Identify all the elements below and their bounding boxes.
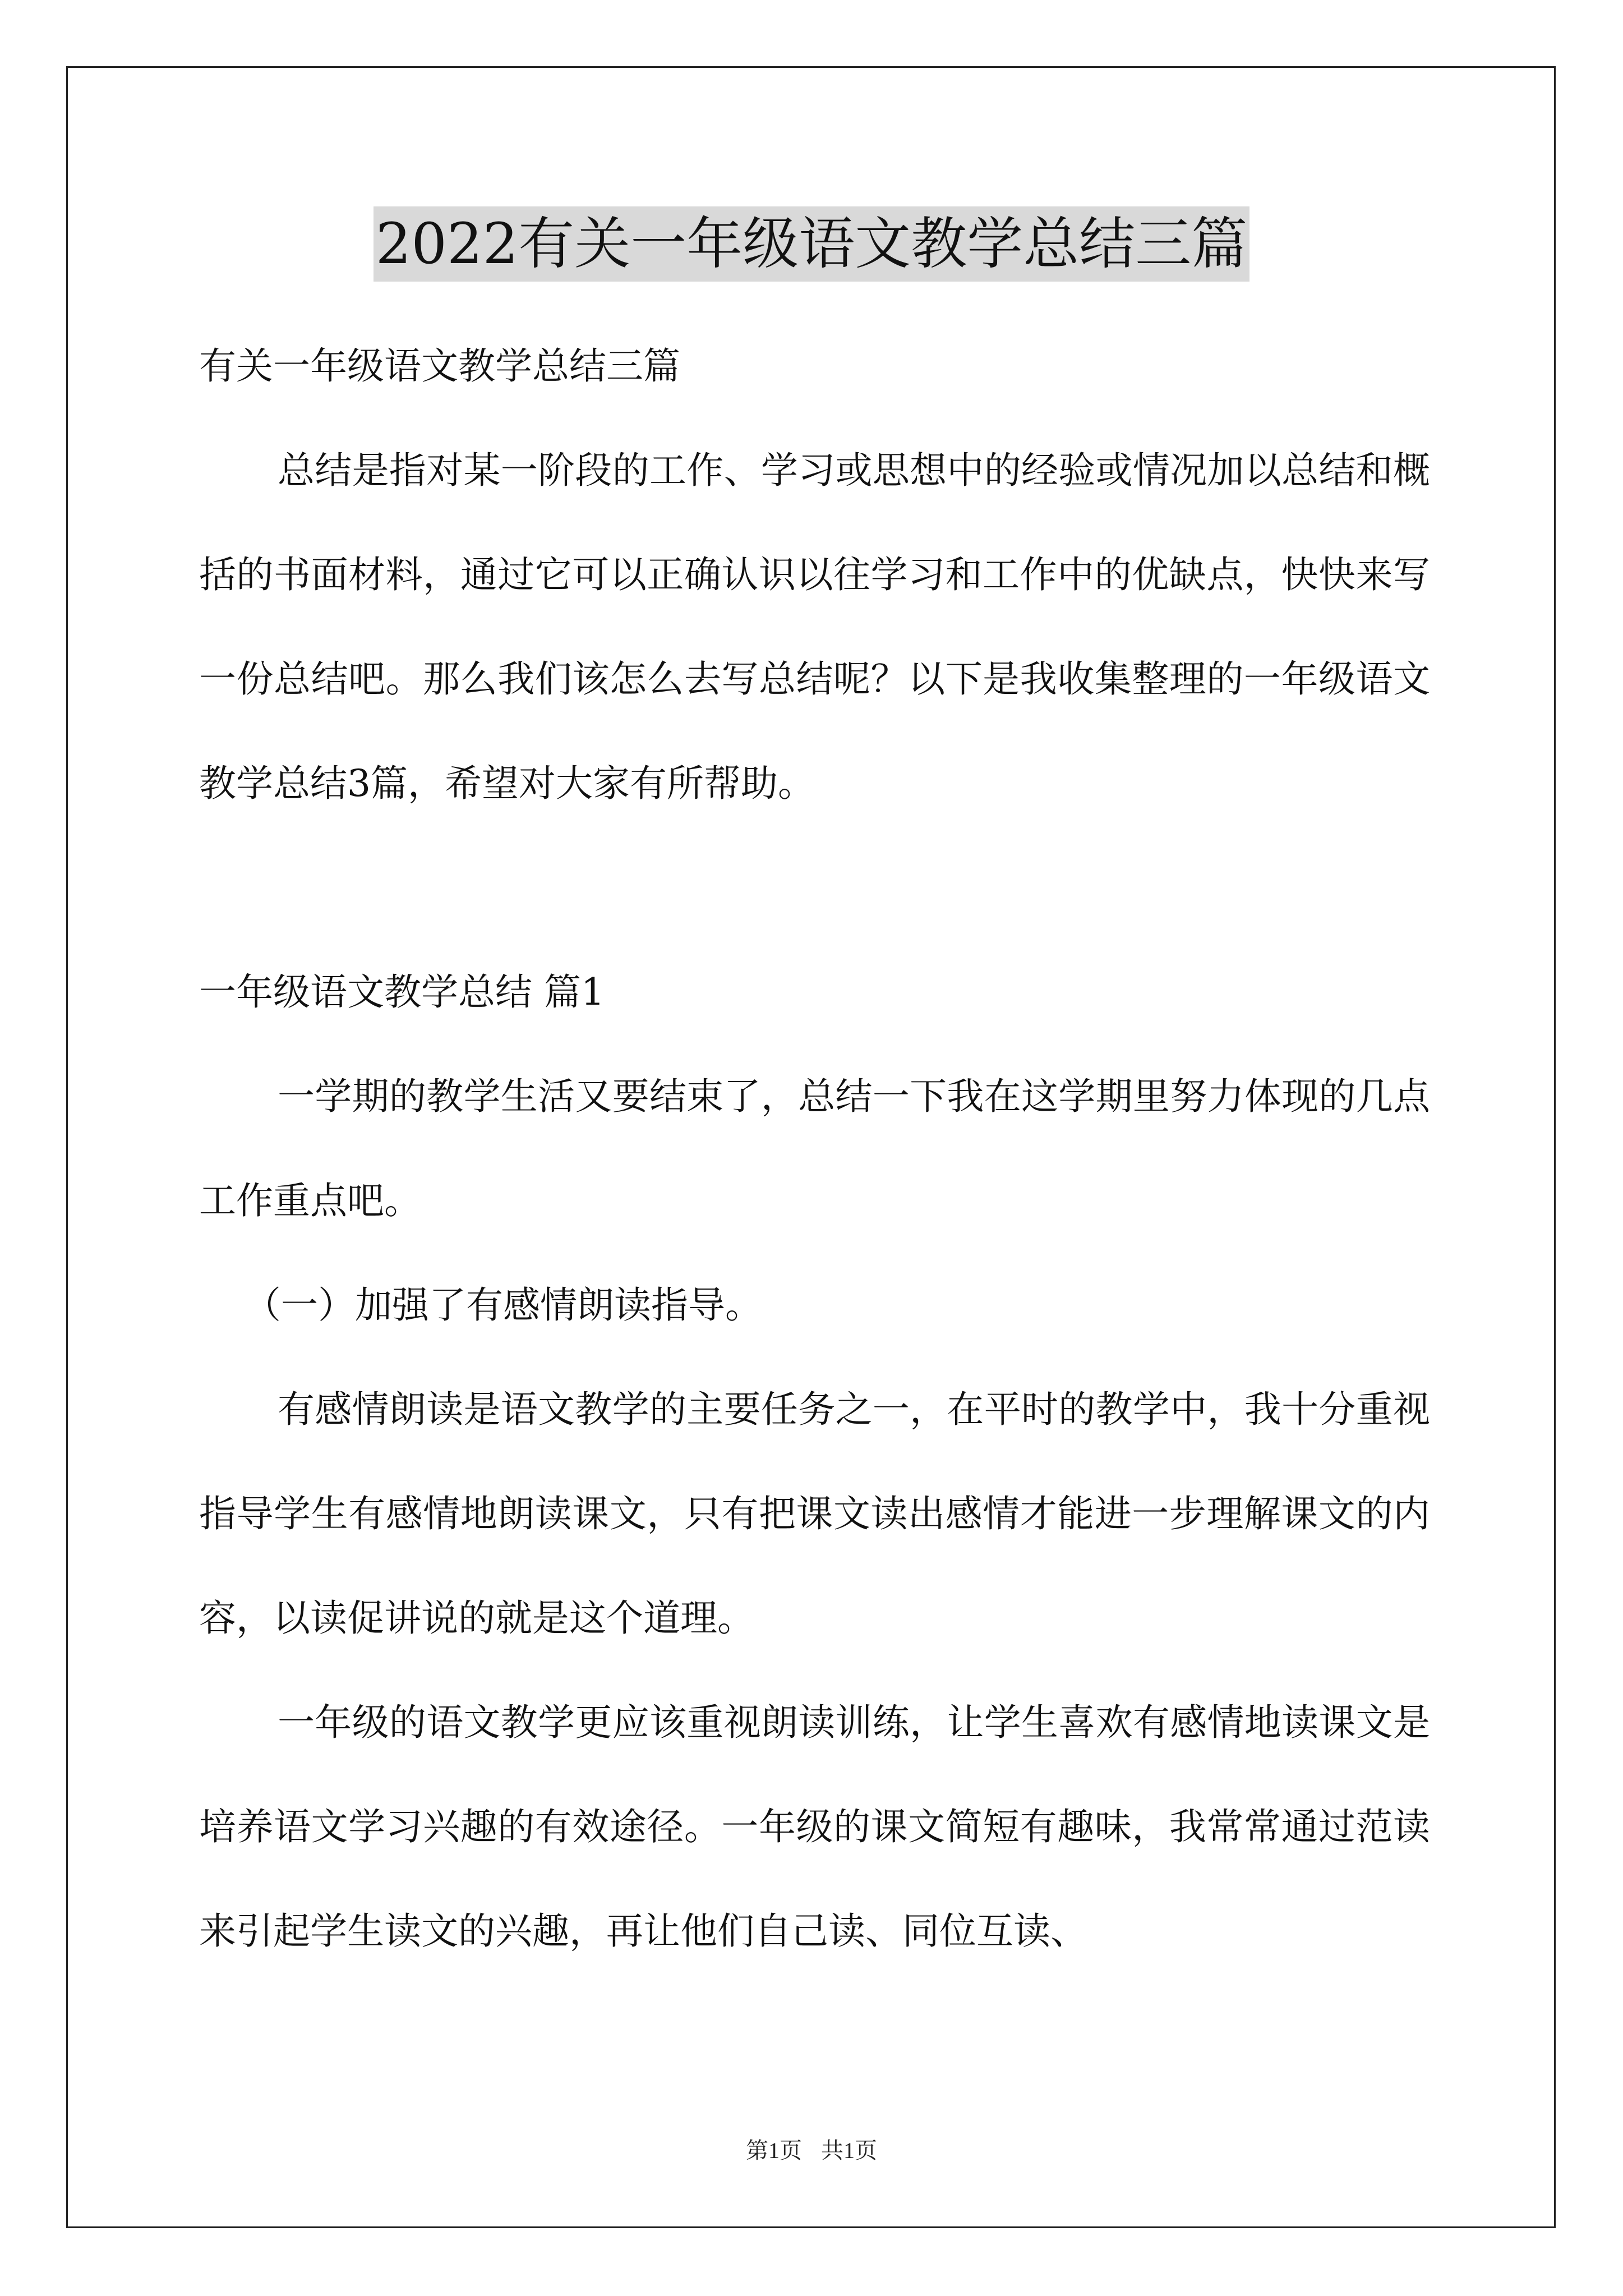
- subsection-heading: （一）加强了有感情朗读指导。: [244, 1283, 762, 1327]
- page-number: 第1页: [746, 2138, 802, 2163]
- section-heading: 一年级语文教学总结 篇1: [199, 970, 605, 1014]
- page-footer: [0, 2133, 1623, 2165]
- title-container: [0, 206, 1623, 282]
- intro-paragraph: 总结是指对某一阶段的工作、学习或思想中的经验或情况加以总结和概括的书面材料，通过它可以正确认识以往学习和工作中的优缺点，快快来写一份总结吧。那么我们该怎么去写总结呢？以下是我收集整理的一年级语文教学总结3篇，希望对大家有所帮助。: [199, 449, 1430, 805]
- body-paragraph: 有感情朗读是语文教学的主要任务之一，在平时的教学中，我十分重视指导学生有感情地朗读课文，只有把课文读出感情才能进一步理解课文的内容，以读促讲说的就是这个道理。: [199, 1388, 1430, 1640]
- intro-heading: 有关一年级语文教学总结三篇: [199, 344, 680, 388]
- body-paragraph: 一学期的教学生活又要结束了，总结一下我在这学期里努力体现的几点工作重点吧。: [199, 1075, 1430, 1222]
- page-total: 共1页: [821, 2138, 877, 2163]
- document-title: 2022有关一年级语文教学总结三篇: [374, 206, 1250, 282]
- body-paragraph: 一年级的语文教学更应该重视朗读训练，让学生喜欢有感情地读课文是培养语文学习兴趣的有效途径。一年级的课文简短有趣味，我常常通过范读来引起学生读文的兴趣，再让他们自己读、同位互读、: [199, 1701, 1430, 1953]
- document-body: [199, 314, 1430, 1984]
